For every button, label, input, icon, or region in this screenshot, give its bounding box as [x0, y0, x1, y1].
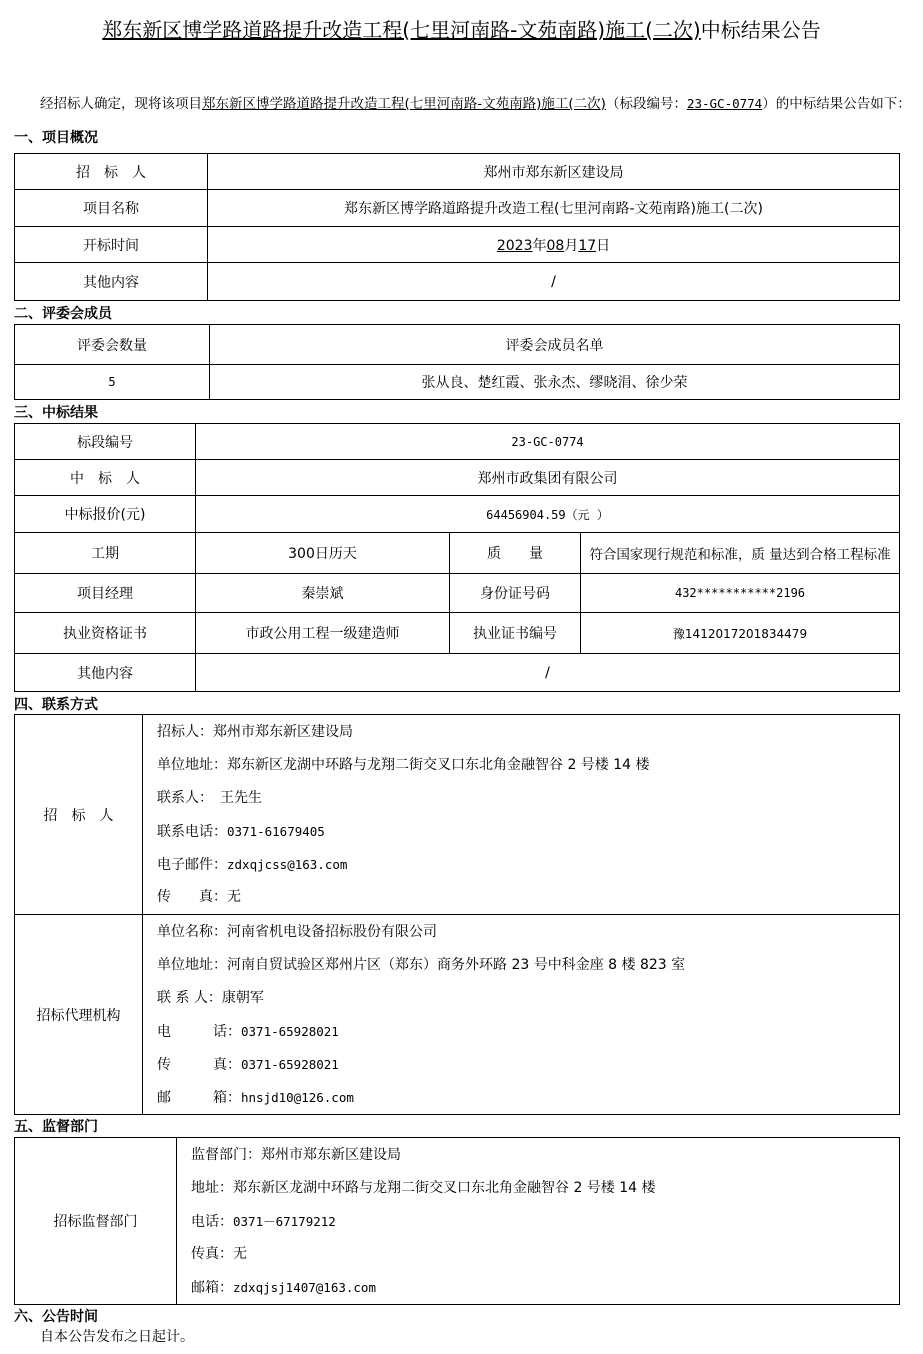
line-value: 郑州市郑东新区建设局	[261, 1146, 401, 1163]
agency-contact-details	[143, 915, 900, 1115]
line-key: 联 系 人：	[157, 989, 222, 1006]
agency-contact-label: 招标代理机构	[15, 915, 143, 1115]
line-key: 邮箱：	[191, 1279, 233, 1296]
price-value: 64456904.59（元 ）	[196, 496, 900, 533]
line-key: 招标人：	[157, 723, 213, 740]
committee-count-header: 评委会数量	[15, 325, 210, 365]
winner-label: 中 标 人	[15, 460, 196, 496]
line-key: 联系电话：	[157, 823, 227, 840]
line-value: 0371-61679405	[227, 823, 325, 839]
tenderer-value: 郑州市郑东新区建设局	[208, 154, 900, 190]
agency-contact-line	[157, 982, 899, 1015]
intro-mid: （标段编号：	[605, 96, 687, 112]
agency-fax-line	[157, 1048, 899, 1081]
section4-heading: 四、联系方式	[14, 697, 98, 713]
intro-suffix: ）的中标结果公告如下：	[762, 96, 911, 112]
cert-label: 执业资格证书	[15, 613, 196, 654]
line-value: 河南自贸试验区郑州片区（郑东）商务外环路 23 号中科金座 8 楼 823 室	[227, 956, 686, 973]
intro-project: 郑东新区博学路道路提升改造工程(七里河南路-文苑南路)施工(二次)	[202, 96, 606, 112]
price-label: 中标报价(元)	[15, 496, 196, 533]
section2-heading: 二、评委会成员	[14, 306, 112, 322]
manager-label: 项目经理	[15, 574, 196, 613]
tenderer-name-line	[157, 716, 899, 749]
tenderer-contact-details	[143, 715, 900, 915]
supervision-dept-line	[191, 1139, 899, 1172]
period-label: 工期	[15, 533, 196, 574]
code-label: 标段编号	[15, 424, 196, 460]
period-value: 300日历天	[196, 533, 450, 574]
id-label: 身份证号码	[450, 574, 581, 613]
line-value: 无	[233, 1245, 247, 1262]
line-key: 传 真：	[157, 888, 227, 905]
line-value: 0371-65928021	[241, 1023, 339, 1039]
project-overview-table	[14, 153, 900, 301]
line-key: 监督部门：	[191, 1146, 261, 1163]
committee-members-header: 评委会成员名单	[210, 325, 900, 365]
line-key: 电 话：	[157, 1023, 241, 1040]
date-day: 17	[578, 237, 597, 254]
open-time-label: 开标时间	[15, 227, 208, 263]
date-month: 08	[546, 237, 565, 254]
tenderer-address-line	[157, 749, 899, 782]
line-value: hnsjd10@126.com	[241, 1089, 354, 1105]
code-value: 23-GC-0774	[196, 424, 900, 460]
agency-address-line	[157, 949, 899, 982]
date-year: 2023	[496, 237, 533, 254]
other-label: 其他内容	[15, 263, 208, 301]
line-value: 0371-65928021	[241, 1056, 339, 1072]
line-key: 传 真：	[157, 1056, 241, 1073]
agency-name-line	[157, 916, 899, 949]
cert-no-value: 豫1412017201834479	[581, 613, 900, 654]
title-suffix: 中标结果公告	[700, 18, 821, 42]
line-key: 单位地址：	[157, 756, 227, 773]
title-main: 郑东新区博学路道路提升改造工程(七里河南路-文苑南路)施工(二次)	[102, 18, 701, 42]
award-result-table	[14, 423, 900, 692]
manager-value: 秦崇斌	[196, 574, 450, 613]
intro-paragraph	[40, 92, 923, 112]
other-value: /	[208, 263, 900, 301]
line-value: 康朝军	[221, 989, 264, 1006]
section3-heading: 三、中标结果	[14, 405, 98, 421]
line-key: 单位地址：	[157, 956, 227, 973]
supervision-email-line	[191, 1271, 899, 1304]
line-value: zdxqjsj1407@163.com	[233, 1279, 376, 1295]
id-value: 432***********2196	[581, 574, 900, 613]
tenderer-fax-line	[157, 881, 899, 914]
intro-prefix: 经招标人确定，现将该项目	[40, 96, 202, 112]
line-key: 传真：	[191, 1245, 233, 1262]
announcement-period-text: 自本公告发布之日起计。	[40, 1329, 194, 1345]
line-key: 邮 箱：	[157, 1089, 241, 1106]
cert-value: 市政公用工程一级建造师	[196, 613, 450, 654]
section1-heading: 一、项目概况	[14, 130, 98, 146]
cert-no-label: 执业证书编号	[450, 613, 581, 654]
winner-value: 郑州市政集团有限公司	[196, 460, 900, 496]
date-day-unit: 日	[596, 237, 611, 254]
line-key: 电子邮件：	[157, 856, 227, 873]
intro-code: 23-GC-0774	[686, 96, 763, 111]
quality-label: 质 量	[450, 533, 581, 574]
tenderer-label: 招 标 人	[15, 154, 208, 190]
tenderer-phone-line	[157, 815, 899, 848]
line-key: 单位名称：	[157, 923, 227, 940]
line-value: 郑州市郑东新区建设局	[213, 723, 353, 740]
section5-heading: 五、监督部门	[14, 1119, 98, 1135]
agency-email-line	[157, 1081, 899, 1114]
project-name-label: 项目名称	[15, 190, 208, 227]
committee-table	[14, 324, 900, 400]
date-month-unit: 月	[564, 237, 579, 254]
supervision-address-line	[191, 1172, 899, 1205]
tenderer-email-line	[157, 848, 899, 881]
section6-heading: 六、公告时间	[14, 1309, 98, 1325]
result-other-value: /	[196, 654, 900, 692]
contact-table	[14, 714, 900, 1115]
quality-value: 符合国家现行规范和标准，质 量达到合格工程标准	[581, 533, 900, 574]
open-time-value	[208, 227, 900, 263]
line-value: 0371－67179212	[233, 1213, 336, 1229]
line-key: 电话：	[191, 1213, 233, 1230]
line-value: 无	[227, 888, 241, 905]
tenderer-contact-line	[157, 782, 899, 815]
supervision-table	[14, 1137, 900, 1305]
line-key: 联系人：	[157, 789, 206, 806]
result-other-label: 其他内容	[15, 654, 196, 692]
page-title	[0, 14, 923, 43]
date-year-unit: 年	[532, 237, 547, 254]
agency-phone-line	[157, 1015, 899, 1048]
supervision-details	[177, 1138, 900, 1305]
project-name-value: 郑东新区博学路道路提升改造工程(七里河南路-文苑南路)施工(二次)	[208, 190, 900, 227]
line-value: 郑东新区龙湖中环路与龙翔二街交叉口东北角金融智谷 2 号楼 14 楼	[227, 756, 650, 773]
supervision-label: 招标监督部门	[15, 1138, 177, 1305]
line-value: 郑东新区龙湖中环路与龙翔二街交叉口东北角金融智谷 2 号楼 14 楼	[233, 1179, 656, 1196]
line-value: 河南省机电设备招标股份有限公司	[227, 923, 437, 940]
supervision-fax-line	[191, 1238, 899, 1271]
committee-members: 张从良、楚红霞、张永杰、缪晓涓、徐少荣	[210, 365, 900, 400]
line-value: 王先生	[206, 789, 262, 806]
committee-count: 5	[15, 365, 210, 400]
line-value: zdxqjcss@163.com	[227, 856, 348, 872]
line-key: 地址：	[191, 1179, 233, 1196]
supervision-phone-line	[191, 1205, 899, 1238]
tenderer-contact-label: 招 标 人	[15, 715, 143, 915]
